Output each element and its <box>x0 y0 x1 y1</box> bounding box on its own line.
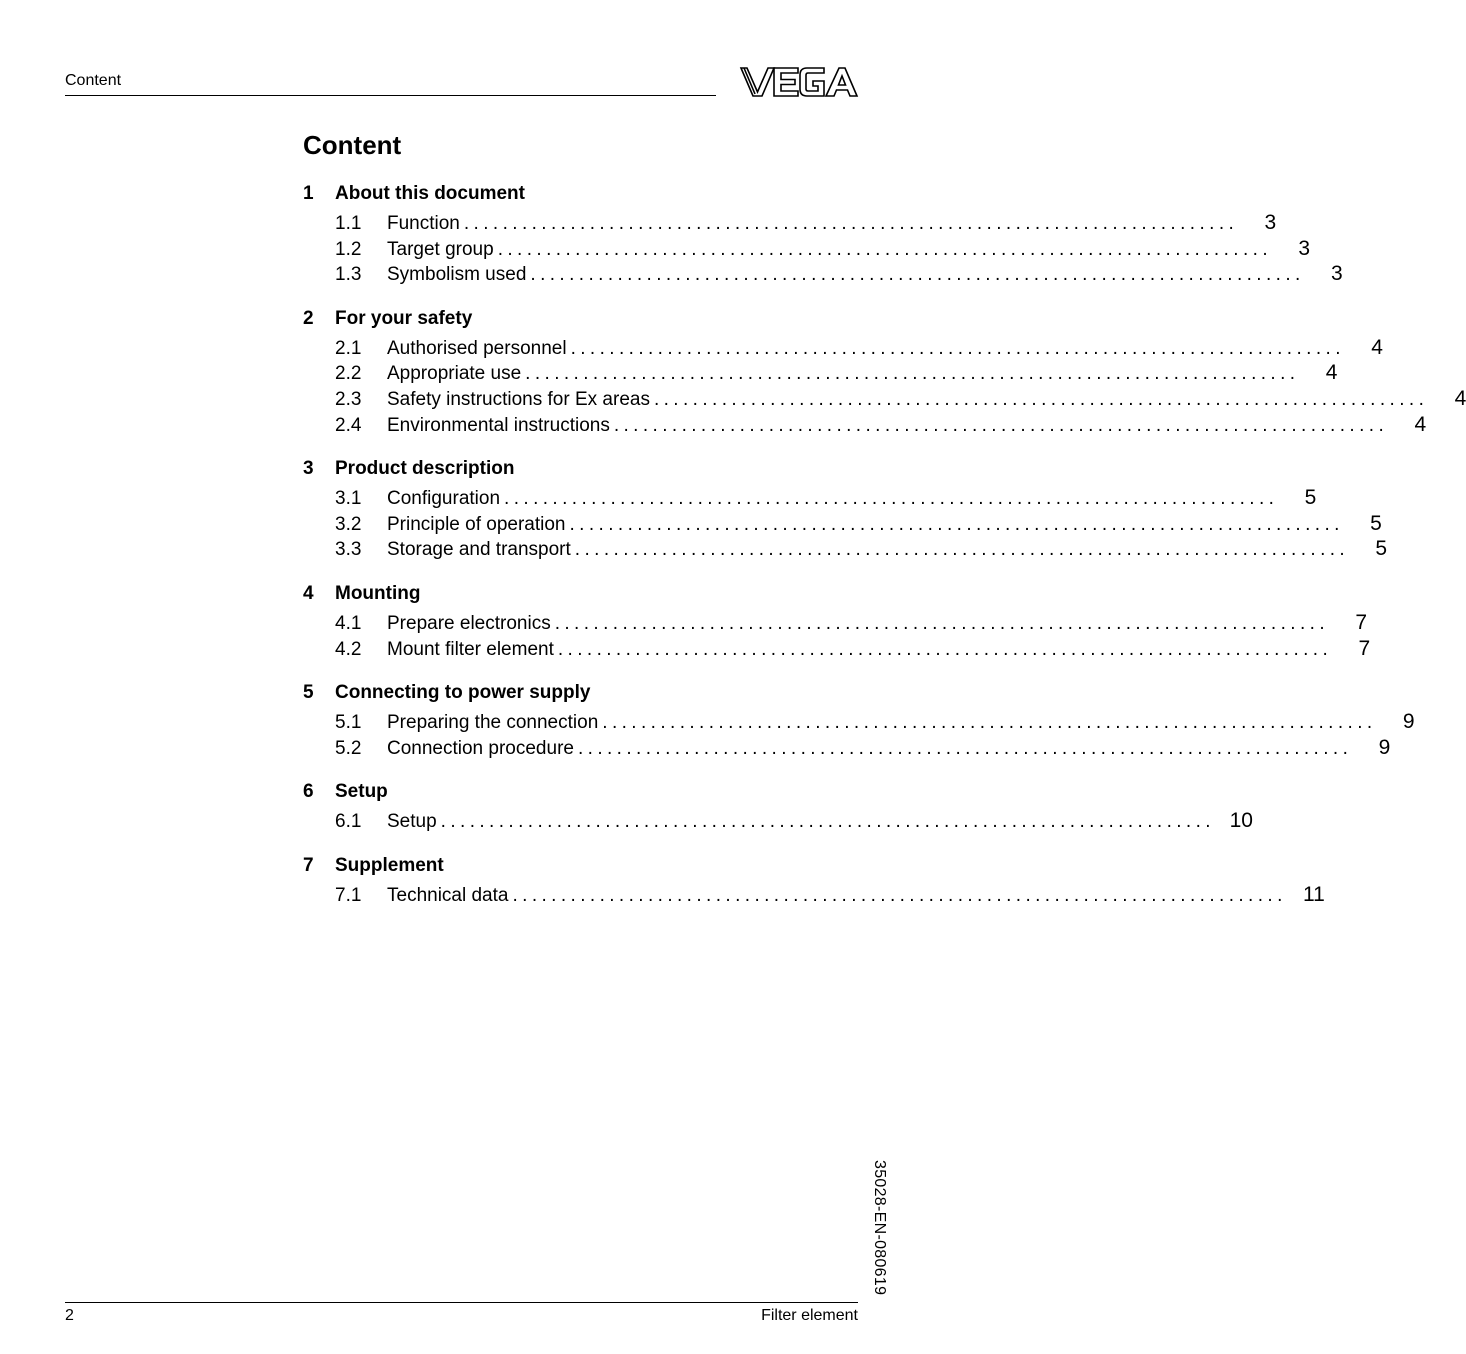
toc-section <box>303 306 1466 438</box>
toc-entry[interactable] <box>303 809 1253 835</box>
toc-entry-page: 3 <box>1264 211 1277 234</box>
toc-entry-page: 5 <box>1304 486 1317 510</box>
toc-entry-page: 10 <box>1229 809 1253 833</box>
toc-leader-dots: ................................................................................ <box>574 539 1350 561</box>
toc-section-title: Mounting <box>335 582 421 604</box>
toc-section-number: 3 <box>303 458 314 480</box>
toc-leader-dots: ................................................................................ <box>530 264 1305 286</box>
toc-entry-number: 5.2 <box>335 737 362 759</box>
toc-entry-number: 2.2 <box>335 363 362 385</box>
toc-entry-page: 3 <box>1298 236 1310 260</box>
toc-entry[interactable] <box>303 735 1391 762</box>
toc-section-number: 2 <box>303 307 314 329</box>
toc-section-heading[interactable] <box>303 181 858 207</box>
toc-entry-title: Connection procedure <box>387 737 574 759</box>
toc-entry-page: 4 <box>1454 386 1466 410</box>
toc-entry-title: Function <box>387 213 460 234</box>
toc-entry-title: Setup <box>387 811 437 833</box>
toc-entry-title: Symbolism used <box>387 264 527 286</box>
toc-section-heading[interactable] <box>303 779 858 805</box>
toc-leader-dots: ................................................................................ <box>570 337 1345 359</box>
toc-entry-page: 5 <box>1375 537 1388 561</box>
toc-section <box>303 581 1371 662</box>
toc-entry-title: Technical data <box>387 884 509 906</box>
toc-entry-number: 1.2 <box>335 238 362 260</box>
toc-entry-page: 4 <box>1371 335 1383 359</box>
toc-entry-title: Preparing the connection <box>387 712 599 734</box>
toc-entry-page: 7 <box>1355 610 1368 634</box>
toc-entry-page: 3 <box>1331 262 1343 286</box>
toc-section-number: 6 <box>303 781 314 803</box>
toc-section-number: 1 <box>303 183 314 204</box>
toc-section-title: Connecting to power supply <box>335 682 591 704</box>
toc-entry[interactable] <box>303 361 1338 387</box>
toc-entry-title: Prepare electronics <box>387 612 551 634</box>
toc-entry-title: Environmental instructions <box>387 414 610 436</box>
toc-entry-number: 3.1 <box>335 488 362 510</box>
toc-section-title: Supplement <box>335 854 444 876</box>
toc-entry[interactable] <box>303 211 1277 237</box>
toc-section-title: Setup <box>335 781 388 803</box>
toc-section-number: 5 <box>303 682 314 704</box>
toc-leader-dots: ................................................................................ <box>577 737 1353 759</box>
header-rule <box>65 95 716 96</box>
header-label: Content <box>65 72 122 89</box>
toc-entry-number: 5.1 <box>335 712 362 734</box>
toc-section-title: For your safety <box>335 307 473 329</box>
toc-entry-title: Storage and transport <box>387 539 571 561</box>
toc-entry-page: 4 <box>1325 361 1338 385</box>
toc-entry[interactable] <box>303 236 1310 263</box>
table-of-contents <box>303 129 1466 927</box>
toc-section <box>303 181 1343 288</box>
toc-sections <box>303 181 1466 909</box>
toc-section-heading[interactable] <box>303 680 858 706</box>
toc-entry-number: 1.1 <box>335 213 362 234</box>
toc-entry-number: 6.1 <box>335 811 362 833</box>
toc-entry-title: Configuration <box>387 488 501 510</box>
toc-entry-page: 9 <box>1402 710 1415 734</box>
toc-entry-number: 4.2 <box>335 638 362 660</box>
toc-leader-dots: ................................................................................ <box>463 213 1239 234</box>
toc-section <box>303 456 1388 563</box>
footer-page-number: 2 <box>65 1307 74 1324</box>
toc-title: Content <box>303 130 402 160</box>
toc-entry-number: 4.1 <box>335 612 362 634</box>
toc-entry-page: 11 <box>1302 882 1325 906</box>
toc-section-heading[interactable] <box>303 581 858 607</box>
toc-entry-number: 2.4 <box>335 414 362 436</box>
toc-leader-dots: ................................................................................ <box>512 884 1287 906</box>
toc-entry[interactable] <box>303 511 1382 538</box>
toc-entry-number: 3.2 <box>335 513 362 535</box>
toc-leader-dots: ................................................................................ <box>497 238 1272 260</box>
document-code: 35028-EN-080619 <box>871 1160 888 1296</box>
toc-entry[interactable] <box>303 710 1415 736</box>
toc-entry-title: Authorised personnel <box>387 337 567 359</box>
toc-entry-title: Safety instructions for Ex areas <box>387 388 650 410</box>
toc-leader-dots: ................................................................................ <box>504 488 1279 510</box>
toc-entry-number: 2.1 <box>335 337 362 359</box>
toc-section-heading[interactable] <box>303 456 858 482</box>
toc-section <box>303 779 1253 835</box>
toc-leader-dots: ................................................................................ <box>554 612 1330 634</box>
toc-leader-dots: ................................................................................ <box>440 811 1215 833</box>
toc-entry[interactable] <box>303 537 1388 563</box>
toc-entry[interactable] <box>303 386 1466 413</box>
toc-entry-page: 7 <box>1358 636 1371 660</box>
toc-entry[interactable] <box>303 486 1317 512</box>
toc-entry-title: Principle of operation <box>387 513 566 535</box>
toc-section-heading[interactable] <box>303 306 858 332</box>
toc-entry[interactable] <box>303 882 1325 909</box>
toc-entry-title: Mount filter element <box>387 638 554 660</box>
toc-leader-dots: ................................................................................ <box>557 638 1333 660</box>
toc-entry[interactable] <box>303 636 1371 663</box>
toc-entry-title: Appropriate use <box>387 363 522 385</box>
toc-entry[interactable] <box>303 262 1343 288</box>
toc-section-number: 7 <box>303 854 314 876</box>
toc-section-heading[interactable] <box>303 853 858 879</box>
toc-section <box>303 680 1415 761</box>
vega-logo <box>740 66 858 98</box>
toc-entry[interactable] <box>303 610 1368 637</box>
toc-entry[interactable] <box>303 335 1383 362</box>
toc-section-title: Product description <box>335 458 515 480</box>
toc-entry-number: 2.3 <box>335 388 362 410</box>
toc-entry-title: Target group <box>387 238 494 260</box>
toc-leader-dots: ................................................................................ <box>653 388 1429 410</box>
toc-entry-number: 3.3 <box>335 539 362 561</box>
toc-entry-number: 1.3 <box>335 264 362 286</box>
toc-section-title: About this document <box>335 183 525 204</box>
footer-rule <box>65 1302 858 1303</box>
toc-section-number: 4 <box>303 582 314 604</box>
toc-entry-page: 5 <box>1370 511 1382 535</box>
toc-leader-dots: ................................................................................ <box>602 712 1377 734</box>
toc-leader-dots: ................................................................................ <box>613 414 1389 436</box>
footer-product-name: Filter element <box>761 1307 858 1324</box>
toc-leader-dots: ................................................................................ <box>569 513 1344 535</box>
toc-entry-page: 4 <box>1414 412 1427 436</box>
toc-section <box>303 853 1325 909</box>
toc-entry-page: 9 <box>1378 735 1391 759</box>
toc-leader-dots: ................................................................................ <box>525 363 1300 385</box>
toc-entry-number: 7.1 <box>335 884 362 906</box>
toc-entry[interactable] <box>303 412 1427 439</box>
